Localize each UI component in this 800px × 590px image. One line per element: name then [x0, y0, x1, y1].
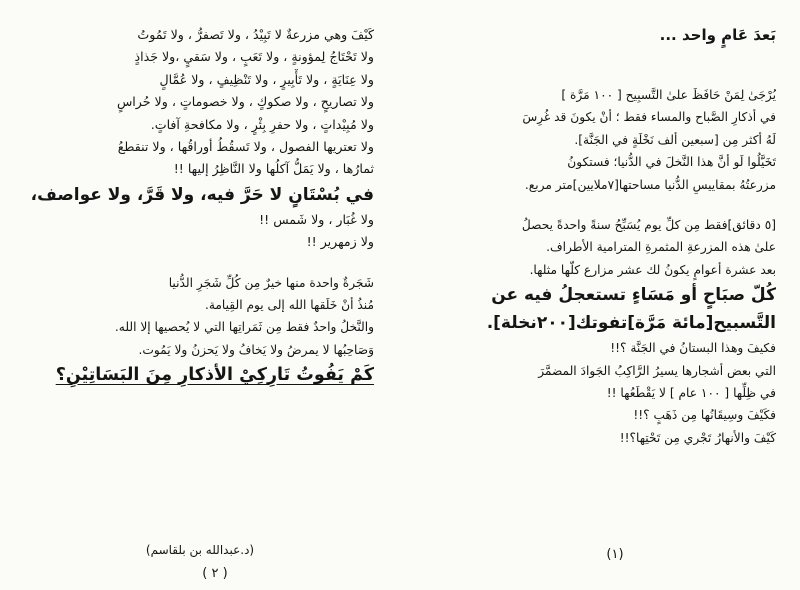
text-line: شَجَرةٌ واحدة منها خيرٌ مِن كُلِّ شَجَرِ الدُّنيا	[168, 275, 374, 290]
text-line: ولا تَحْتَاجُ لِمؤونةٍ ، ولا تَعَبٍ ، ولا سَقيٍ ،ولا جَذاذٍ	[134, 49, 374, 65]
text-line: في أذكارِ الصَّباح والمساء فقط ؛ أنْ يكونَ قد غُرِسَ	[522, 110, 776, 125]
page-number-wrapper	[0, 565, 430, 583]
page-number: ( ٢ )	[202, 566, 228, 581]
signature-wrapper	[0, 541, 400, 559]
emphasis-paragraph	[422, 281, 776, 337]
right-page	[400, 0, 800, 590]
text-line: لَهُ أكثر مِن [سبعين ألف نَخْلَةٍ في الجَنَّة].	[574, 132, 776, 147]
text-line: التَّسبيح[مائة مَرَّة]تفوتك[٢٠٠نخلة].	[486, 313, 776, 334]
questions-paragraph	[422, 337, 776, 449]
text-line: التي بعض أشجارها يسيرُ الرَّاكِبُ الجَوادَ المضمَّرَ	[538, 363, 776, 378]
text-line: فكيفَ وهذا البستانُ في الجَنَّة ؟!!	[610, 341, 776, 356]
page-number: (١)	[606, 547, 624, 562]
second-paragraph	[422, 214, 776, 281]
text-line: في ظِلِّها [ ١٠٠ عام ] لا يَقْطَعُها !!	[606, 386, 776, 401]
page-title: بَعدَ عَامٍ واحد ...	[659, 26, 776, 44]
text-line: ولا مُبِيْداتٍ ، ولا حفرِ بِئْرٍ ، ولا مكافحةِ آفاتٍ.	[150, 116, 374, 132]
text-line: ولا تعتريها الفصول ، ولا تَسقُطُ أوراقُها ، ولا تنقطعُ	[117, 139, 374, 155]
closing-question	[14, 361, 374, 389]
text-line: كَيْفَ وهي مزرعةٌ لا تَبِيْدُ ، ولا تَصفرُّ ، ولا تَمُوتُ	[137, 27, 374, 42]
first-paragraph	[422, 84, 776, 196]
extra-lines	[14, 209, 374, 254]
text-line: يُرْجَىٰ لِمَنْ حَافَظَ علىٰ التَّسبِيح [ ١٠٠ مَرَّة ]	[561, 88, 776, 102]
text-line: مُنذُ أنْ خَلَقها الله إلى يوم القِيامة.	[204, 298, 374, 313]
text-line: ولا تصاريحٍ ، ولا صكوكٍ ، ولا خصوماتٍ ، ولا حُراسٍ	[116, 94, 374, 110]
text-line: كَمْ يَفُوتُ تَارِكِيْ الأذكارِ مِنَ البَسَاتِيْنِ؟	[55, 365, 374, 386]
text-line: مزرعتُهُ بمقاييسِ الدُّنيا مساحتها[٧ملايين]متر مربع.	[524, 177, 776, 192]
second-paragraph	[14, 272, 374, 362]
text-line: بعد عشرة أعوامٍ يكونُ لك عشر مزارع كلّها مثلها.	[529, 262, 776, 277]
intro-paragraph	[14, 24, 374, 181]
text-line: كَيْفَ والأنهارُ تَجْري مِن تَحْتِها؟!!	[619, 430, 776, 445]
text-line: وَصَاحِبُها لا يمرضُ ولا يَخافُ ولا يَحزنُ ولا يَمُوت.	[138, 342, 374, 357]
emphasis-line	[14, 181, 374, 209]
text-line: علىٰ هذه المزرعةِ المثمرةِ المترامية الأطراف.	[546, 240, 776, 255]
text-line: والنَّخلُ واحدٌ فقط مِن ثَمَراتِها التي لا يُحصيها إلا الله.	[114, 320, 374, 335]
text-line: ولا غُبَار ، ولا شَمس !!	[259, 211, 374, 227]
text-line: فكَيْفَ وسِيقَانُها مِن ذَهَبٍ ؟!!	[633, 408, 776, 423]
page-number-wrapper	[400, 546, 800, 564]
author-signature: (د.عبدالله بن بلقاسم)	[145, 543, 255, 557]
text-line: ولا زمهرير !!	[306, 234, 374, 250]
text-line: في بُسْتَانٍ لا حَرَّ فيه، ولا قَرَّ، ولا عواصف،	[30, 184, 374, 205]
text-line: ولا عِنَايَةٍ ، ولا تَأْبِيرٍ ، ولا تَنْظِيفٍ ، ولا عُمَّالٍ	[159, 71, 374, 87]
text-line: تَخَيَّلُوا لَو أنَّ هذا النَّخلَ في الدُّنيا؛ فستكونُ	[567, 155, 776, 170]
text-line: [٥ دقائق]فقط مِن كلِّ يوم يُسَبِّحُ سنةً واحدةً يحصلُ	[521, 218, 776, 233]
text-line: ثمارُها ، ولا يَمَلُّ آكلُها ولا النَّاظِرُ إليها !!	[173, 161, 374, 177]
text-line: كُلّ صبَاحٍ أو مَسَاءٍ تستعجلُ فيه عن	[491, 285, 776, 306]
